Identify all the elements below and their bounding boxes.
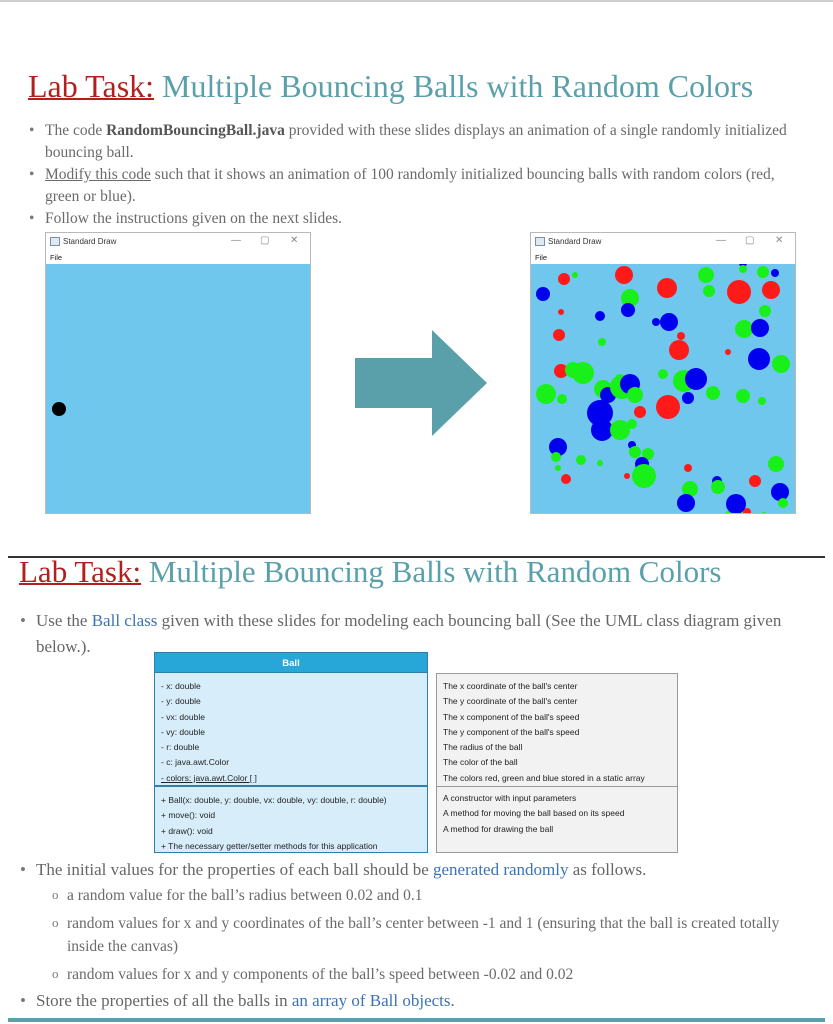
bullet-text: Follow the instructions given on the next slides. [45, 210, 343, 227]
ball [536, 384, 556, 404]
uml-method: + The necessary getter/setter methods for this application [161, 840, 378, 851]
ball [657, 278, 677, 298]
sub-bullet: o a random value for the ball’s radius between 0.02 and 0.1 [67, 884, 817, 907]
ball [610, 420, 630, 440]
modify-link: Modify this code [45, 166, 151, 183]
bottom-border [8, 1018, 825, 1022]
maximize-button[interactable]: ▢ [260, 235, 270, 246]
maximize-button[interactable]: ▢ [745, 235, 755, 246]
ball [576, 455, 586, 465]
arrow-shape [355, 330, 487, 436]
ball [597, 460, 603, 466]
array-link: an array of Ball objects [291, 991, 451, 1010]
multi-ball-canvas [531, 264, 795, 513]
method-descriptions [443, 791, 624, 837]
sub-bullet: o random values for x and y components of the ball’s speed between -0.02 and 0.02 [67, 963, 817, 986]
field-desc: The x coordinate of the ball's center [443, 681, 578, 691]
bullet-text: such that it shows an animation of 100 randomly initialized bouncing balls with random colors (red, green or blue). [45, 166, 775, 205]
field-desc: The colors red, green and blue stored in a static array [443, 772, 645, 783]
file-menu[interactable]: File [535, 253, 548, 262]
ball [759, 305, 771, 317]
ball [760, 512, 768, 513]
ball [768, 456, 784, 472]
java-app-icon [535, 237, 545, 246]
ball [735, 320, 753, 338]
bullet-text: . [450, 991, 455, 1010]
uml-methods [154, 786, 428, 853]
slide2-title [19, 554, 721, 590]
single-ball-canvas [46, 264, 310, 513]
ball [572, 362, 594, 384]
ball [558, 273, 570, 285]
sub-bullets [67, 884, 817, 986]
field-desc: The y component of the ball's speed [443, 726, 580, 737]
uml-field: - x: double [161, 681, 201, 691]
ball [758, 397, 766, 405]
standard-draw-window-multi [530, 232, 796, 514]
bullet-text: provided with these slides displays an animation of a single randomly initialized bouncing ball. [45, 122, 787, 161]
window-title: Standard Draw [63, 237, 117, 246]
bullet-text: Store the properties of all the balls in [36, 991, 292, 1010]
field-desc: The x component of the ball's speed [443, 711, 580, 722]
bullet-text: given with these slides for modeling each bouncing ball (See the UML class diagram given below.). [36, 611, 782, 656]
ball [703, 285, 715, 297]
file-menu[interactable]: File [50, 253, 63, 262]
bullet-text: The code [45, 122, 107, 139]
uml-field-static: - colors: java.awt.Color [ ] [161, 772, 257, 783]
uml-method: + Ball(x: double, y: double, vx: double, vy: double, r: double) [161, 795, 387, 805]
sub-bullet: o random values for x and y coordinates of the ball’s center between -1 and 1 (ensuring that the ball is created totally inside the canvas) [67, 912, 817, 958]
field-desc: The color of the ball [443, 757, 518, 768]
uml-method: + draw(): void [161, 825, 213, 836]
ball [749, 475, 761, 487]
title-lab: Lab Task: [19, 554, 142, 589]
desc-separator [437, 786, 677, 787]
ball [557, 394, 567, 404]
slide1-bullets [45, 120, 805, 230]
ball [553, 329, 565, 341]
ball [698, 267, 714, 283]
ball [536, 287, 550, 301]
ball [595, 311, 605, 321]
bullet-text: The initial values for the properties of each ball should be [36, 860, 434, 879]
ball [634, 406, 646, 418]
bullet-item [45, 208, 805, 230]
field-descriptions [443, 679, 645, 786]
bullet-text: Use the [36, 611, 92, 630]
title-lab: Lab Task: [28, 68, 155, 104]
method-desc: A constructor with input parameters [443, 793, 577, 803]
ball [726, 494, 746, 513]
ball [551, 452, 561, 462]
ball [739, 265, 747, 273]
method-desc: A method for moving the ball based on its speed [443, 808, 625, 819]
close-button[interactable]: ✕ [290, 235, 299, 246]
ball [772, 355, 790, 373]
window-title: Standard Draw [548, 237, 602, 246]
standard-draw-window-single [45, 232, 311, 514]
ball [684, 464, 692, 472]
bullet-item [36, 988, 826, 1014]
uml-field: - c: java.awt.Color [161, 757, 230, 768]
ball [677, 494, 695, 512]
field-desc: The y coordinate of the ball's center [443, 696, 578, 707]
ball [656, 395, 680, 419]
bullet-item [45, 120, 805, 164]
generated-randomly-link: generated randomly [433, 860, 569, 879]
field-desc: The radius of the ball [443, 742, 523, 753]
ball [598, 338, 606, 346]
ball [682, 392, 694, 404]
draw-canvas [531, 264, 795, 513]
uml-fields [154, 673, 428, 786]
window-titlebar [531, 233, 795, 251]
ball [771, 269, 779, 277]
ball [778, 498, 788, 508]
minimize-button[interactable]: — [231, 235, 241, 246]
uml-field: - r: double [161, 742, 200, 753]
ball [561, 474, 571, 484]
ball [762, 281, 780, 299]
code-filename: RandomBouncingBall.java [106, 122, 285, 139]
ball [685, 368, 707, 390]
ball [629, 446, 641, 458]
ball [555, 465, 561, 471]
menu-bar [46, 251, 310, 264]
ball [660, 313, 678, 331]
ball [677, 332, 685, 340]
ball [627, 419, 637, 429]
ball [771, 483, 789, 501]
ball [658, 369, 668, 379]
minimize-button[interactable]: — [716, 235, 726, 246]
ball [706, 386, 720, 400]
ball [627, 387, 643, 403]
ball [632, 464, 656, 488]
right-arrow-icon [355, 330, 487, 436]
ball [652, 318, 660, 326]
uml-field: - y: double [161, 696, 201, 707]
slide1-title [28, 68, 753, 105]
method-desc: A method for drawing the ball [443, 823, 554, 834]
slide2-bullets-bottom [36, 988, 826, 1014]
ball [621, 303, 635, 317]
uml-descriptions [436, 673, 678, 853]
ball [727, 280, 751, 304]
ball [725, 349, 731, 355]
menu-bar [531, 251, 795, 264]
ball [751, 319, 769, 337]
ball [591, 419, 613, 441]
window-titlebar [46, 233, 310, 251]
title-rest: Multiple Bouncing Balls with Random Colors [141, 554, 722, 589]
bullet-item [45, 164, 805, 208]
ball [572, 272, 578, 278]
ball [624, 473, 630, 479]
uml-field: - vy: double [161, 726, 205, 737]
ball-class-link: Ball class [91, 611, 158, 630]
ball [736, 389, 750, 403]
ball [748, 348, 770, 370]
close-button[interactable]: ✕ [775, 235, 784, 246]
ball [711, 480, 725, 494]
slide2-bullets-mid [36, 857, 826, 883]
title-rest: Multiple Bouncing Balls with Random Colors [154, 68, 754, 104]
black-ball [52, 402, 66, 416]
uml-method: + move(): void [161, 810, 216, 821]
ball [757, 266, 769, 278]
draw-canvas [46, 264, 310, 513]
java-app-icon [50, 237, 60, 246]
ball [615, 266, 633, 284]
bullet-text: as follows. [568, 860, 647, 879]
top-border [0, 0, 833, 2]
uml-class-name: Ball [154, 652, 428, 673]
bullet-item [36, 857, 826, 883]
ball [669, 340, 689, 360]
ball [558, 309, 564, 315]
uml-field: - vx: double [161, 711, 205, 722]
